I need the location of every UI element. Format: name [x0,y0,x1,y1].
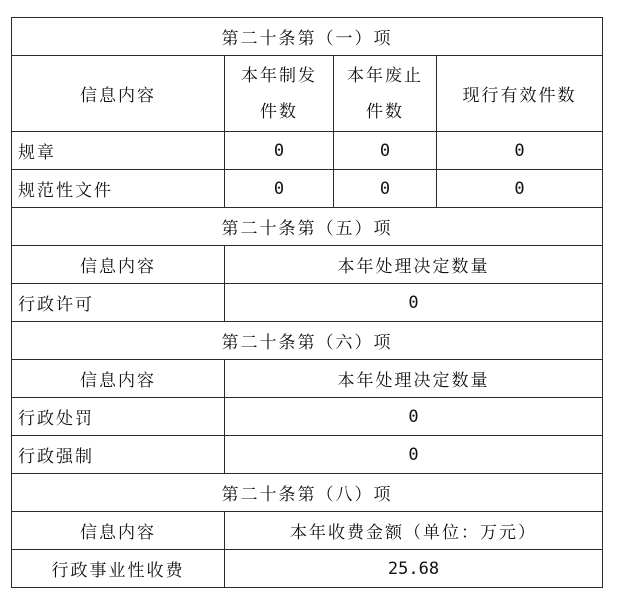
cell-issued: 0 [225,170,334,208]
header-info-content: 信息内容 [12,56,225,132]
header-info-content: 信息内容 [12,360,225,398]
cell-decision-count: 0 [225,436,603,474]
header-decision-count: 本年处理决定数量 [225,246,603,284]
cell-valid: 0 [437,132,603,170]
row-label-normative-docs: 规范性文件 [12,170,225,208]
row-label-admin-penalty: 行政处罚 [12,398,225,436]
cell-issued: 0 [225,132,334,170]
header-valid-count: 现行有效件数 [437,56,603,132]
header-issued-line2: 件数 [260,101,298,122]
row-label-regulations: 规章 [12,132,225,170]
header-issued-count [225,56,334,132]
header-info-content: 信息内容 [12,512,225,550]
table-row [12,436,603,474]
cell-decision-count: 0 [225,398,603,436]
cell-valid: 0 [437,170,603,208]
section-heading-4: 第二十条第（八）项 [12,474,603,512]
cell-decision-count: 0 [225,284,603,322]
header-repealed-count [334,56,437,132]
section-heading-3: 第二十条第（六）项 [12,322,603,360]
row-label-admin-enforcement: 行政强制 [12,436,225,474]
header-fee-amount: 本年收费金额（单位：万元） [225,512,603,550]
disclosure-table [11,17,603,588]
row-label-admin-fees: 行政事业性收费 [12,550,225,588]
header-decision-count: 本年处理决定数量 [225,360,603,398]
table-row [12,550,603,588]
header-issued-line1: 本年制发 [241,65,317,86]
section-heading-1: 第二十条第（一）项 [12,18,603,56]
table-row [12,170,603,208]
table-row [12,398,603,436]
table-row [12,132,603,170]
header-repealed-line1: 本年废止 [347,65,423,86]
cell-repealed: 0 [334,170,437,208]
cell-repealed: 0 [334,132,437,170]
section-heading-2: 第二十条第（五）项 [12,208,603,246]
row-label-admin-license: 行政许可 [12,284,225,322]
header-repealed-line2: 件数 [366,101,404,122]
table-row [12,284,603,322]
header-info-content: 信息内容 [12,246,225,284]
cell-fee-amount: 25.68 [225,550,603,588]
